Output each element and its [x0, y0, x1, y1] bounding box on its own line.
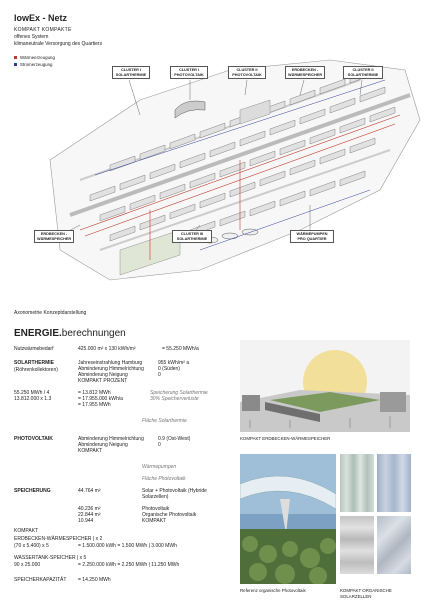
calc-input: 13.812.000 x 1.3 [14, 396, 52, 402]
building [242, 395, 260, 411]
cluster-label: CLUSTER III SOLARTHERMIE [172, 230, 212, 243]
cluster-label: CLUSTER II SOLARTHERMIE [343, 66, 383, 79]
solar-label: SOLARTHERMIE [14, 360, 54, 366]
storage-area: 22.844 m² [78, 512, 101, 518]
pattern-swatch [340, 454, 374, 512]
param-value: 0 [158, 442, 161, 448]
calc-input [14, 402, 78, 408]
param-label: KOMPAKT PROZENT [78, 378, 128, 384]
wp-label: Wärmepumpen [142, 464, 177, 470]
building [380, 392, 406, 412]
legend-label: Stromerzeugung [20, 61, 53, 67]
wasser-dims: 90 x 25.000 [14, 562, 41, 568]
storage-table [78, 488, 228, 524]
wasser-title: WASSERTANK-SPEICHER | x 5 [14, 555, 87, 561]
param-label: Jahreseinstrahlung Hamburg [78, 360, 143, 366]
misc-label: KOMPAKT [14, 528, 39, 534]
calc-note: Speicherung Solarthermie [150, 390, 208, 396]
pv-area-label: Fläche Photovoltaik [142, 476, 186, 482]
support-column [280, 499, 290, 534]
pattern-swatch [377, 516, 411, 574]
param-label: Abminderung Neigung [78, 372, 128, 378]
page-title: lowEx - Netz [14, 13, 68, 23]
nutz-formula: 425.000 m² x 130 kWh/m² [78, 346, 136, 352]
nutz-result: = 55.250 MWh/a [162, 346, 199, 352]
pattern-swatch [340, 516, 374, 574]
cluster-label: WÄRMEPUMPEN PRO QUARTIER [290, 230, 334, 243]
photo-caption: Referenz organische Photovoltaik [240, 588, 306, 593]
storage-rendering-svg [240, 340, 410, 432]
param-value: 0 (Süden) [158, 366, 180, 372]
storage-rendering [240, 340, 410, 432]
param-value: 955 kWh/m² a [158, 360, 190, 366]
cluster-label: ERDBECKEN - WÄRMESPEICHER [285, 66, 325, 79]
storage-type: Photovoltaik [142, 506, 170, 512]
erdbecken-title: ERDBECKEN-WÄRMESPEICHER | x 2 [14, 536, 103, 542]
storage-type: KOMPAKT [142, 518, 167, 524]
pattern-swatch [377, 454, 411, 512]
cluster-label: ERDBECKEN - WÄRMESPEICHER [34, 230, 74, 243]
subtitle-line: offenes System [14, 34, 49, 40]
nutz-label: Nutzwärmebedarf [14, 346, 54, 352]
erdbecken-dims: (70 x 5.400) x 5 [14, 543, 49, 549]
legend-label: Wärmeerzeugung [20, 54, 55, 60]
cluster-label: CLUSTER I PHOTOVOLTAIK [170, 66, 208, 79]
calc-input: 55.250 MWh / 4 [14, 390, 50, 396]
param-value: 0.9 (Ost-West) [158, 436, 191, 442]
cluster-label: CLUSTER II PHOTOVOLTAIK [228, 66, 266, 79]
calc-note: 30% Speicherverluste [150, 396, 199, 402]
map-caption: Axonometrie Konzeptdarstellung [14, 310, 87, 316]
cluster-label: CLUSTER I SOLARTHERMIE [112, 66, 150, 79]
param-label: Abminderung Himmelrichtung [78, 436, 144, 442]
storage-area: 44.764 m² [78, 488, 101, 494]
calc-result: = 13.812 MWh [78, 390, 111, 396]
param-label: Abminderung Neigung [78, 442, 128, 448]
storage-label: SPEICHERUNG [14, 488, 51, 494]
section-heading [14, 328, 126, 339]
solar-sub: (Röhrenkollektoren) [14, 367, 58, 373]
subtitle-line: klimaneutrale Versorgung des Quartiers [14, 41, 103, 47]
calc-result: = 17.955 MWh [78, 402, 111, 408]
render-caption: KOMPAKT ERDBECKEN-WÄRMESPEICHER [240, 436, 331, 441]
organic-pv-photo [240, 454, 336, 584]
storage-type: Solar + Photovoltaik (Hybride Solarzellen) [142, 488, 207, 500]
solar-calc [14, 390, 224, 408]
heading-rest: berechnungen [61, 328, 126, 339]
storage-area: 10.944 [78, 518, 94, 524]
total-label: SPEICHERKAPAZITÄT [14, 577, 67, 583]
organic-pv-photo-svg [240, 454, 336, 584]
param-label: Abminderung Himmelrichtung [78, 366, 144, 372]
pattern-caption: KOMPAKT ORGANISCHE SOLARZELLEN [340, 588, 392, 599]
heading-bold: ENERGIE. [14, 328, 62, 339]
storage-area: 40.236 m² [78, 506, 101, 512]
pv-params [78, 436, 208, 454]
wasser-calc: = 2.250.000 kWh = 2.250 MWh | 11.250 MWh [78, 562, 180, 568]
subtitle-code: KOMPAKT KOMPAKTE [14, 27, 72, 33]
storage-type: Organische Photovoltaik [142, 512, 197, 518]
pv-label: PHOTOVOLTAIK [14, 436, 53, 442]
param-label: KOMPAKT [78, 448, 103, 454]
solar-params [78, 360, 198, 384]
total-value: = 14.250 MWh [78, 577, 111, 583]
calc-result: = 17.955.000 kWh/a [78, 396, 123, 402]
solar-area-label: Fläche Solarthermie [142, 418, 187, 424]
param-value: 0 [158, 372, 161, 378]
erdbecken-calc: = 1.500.000 kWh = 1.500 MWh | 3.000 MWh [78, 543, 177, 549]
